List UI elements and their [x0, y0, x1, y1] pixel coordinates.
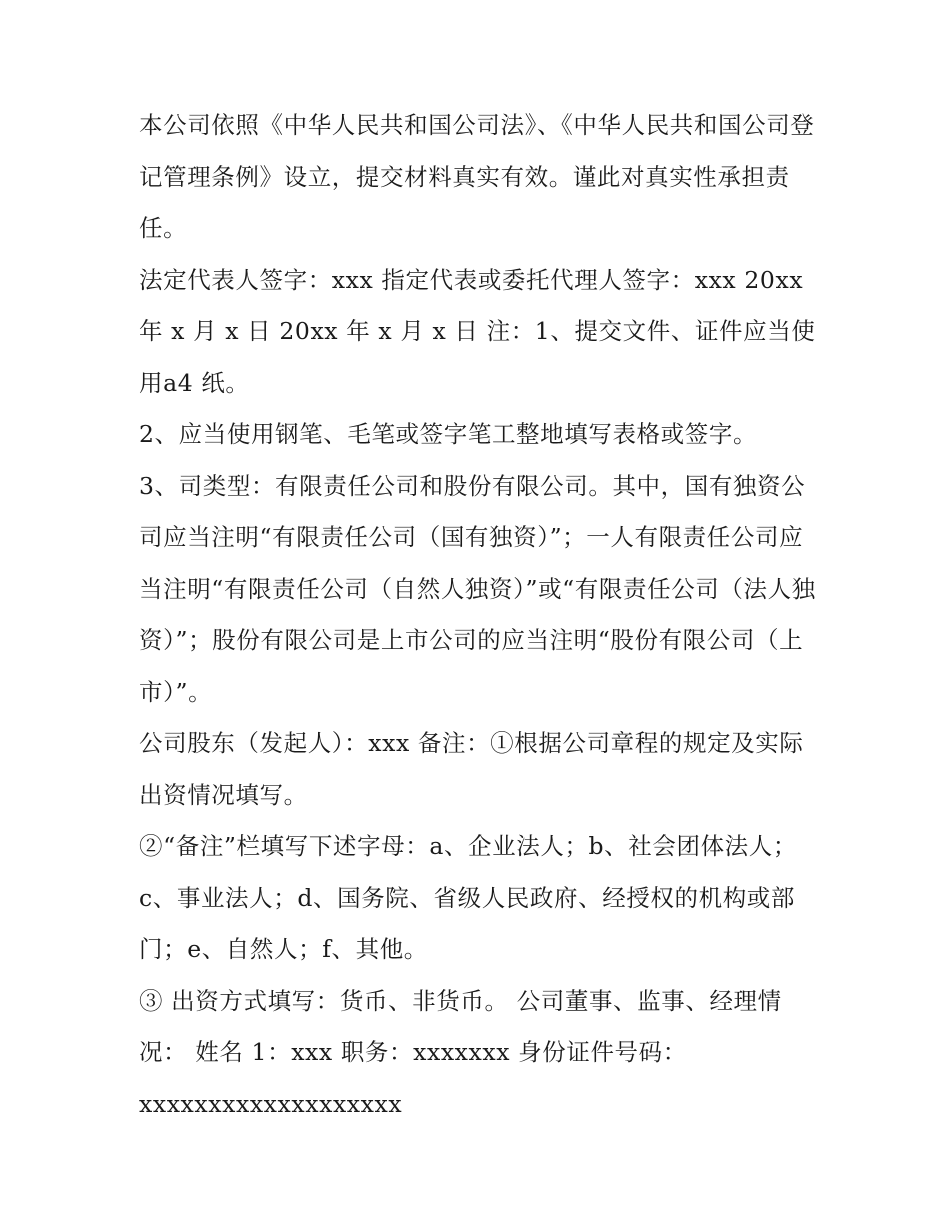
paragraph-contribution-method: ③ 出资方式填写：货币、非货币。 公司董事、监事、经理情况： 姓名 1：xxx 职务：xxxxxxx 身份证件号码：: [139, 986, 782, 1066]
paragraph-remarks-letters: ②“备注”栏填写下述字母：a、企业法人；b、社会团体法人；c、事业法人；d、国务院、省级人民政府、经授权的机构或部门；e、自然人；f、其他。: [139, 832, 797, 963]
paragraph-shareholders: 公司股东（发起人）：xxx 备注：①根据公司章程的规定及实际出资情况填写。: [139, 729, 804, 809]
paragraph-note-3-company-type: 3、司类型：有限责任公司和股份有限公司。其中，国有独资公司应当注明“有限责任公司（国有独资）”；一人有限责任公司应当注明“有限责任公司（自然人独资）”或“有限责任公司（法人独资）”；股份有限公司是上市公司的应当注明“股份有限公司（上市）”。: [139, 471, 816, 706]
document-body: [139, 100, 819, 1130]
paragraph-signatures: 法定代表人签字：xxx 指定代表或委托代理人签字：xxx 20xx年 x 月 x 日 20xx 年 x 月 x 日 注：1、提交文件、证件应当使用a4 纸。: [139, 265, 816, 397]
paragraph-declaration: 本公司依照《中华人民共和国公司法》、《中华人民共和国公司登记管理条例》设立，提交材料真实有效。谨此对真实性承担责任。: [139, 111, 815, 242]
paragraph-note-2: 2、应当使用钢笔、毛笔或签字笔工整地填写表格或签字。: [139, 420, 758, 448]
paragraph-id-number: xxxxxxxxxxxxxxxxxxx: [139, 1089, 403, 1118]
